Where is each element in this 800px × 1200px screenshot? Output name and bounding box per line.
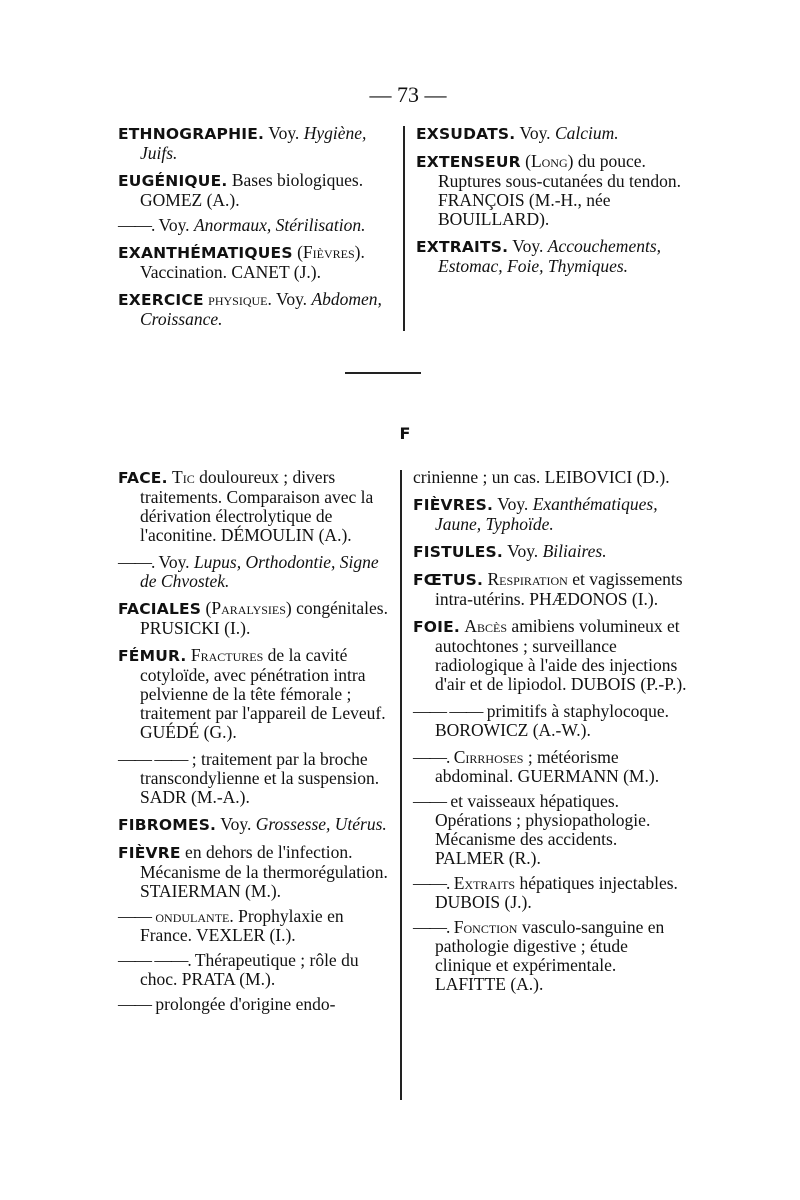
page-number: — 73 — — [369, 82, 447, 107]
entry-fievres — [413, 495, 688, 534]
entry-reference: Abdomen, Croissance. — [140, 289, 382, 329]
entry-text: du pouce. Ruptures sous-cutanées du tendon. FRANÇOIS (M.-H., née BOUILLARD). — [438, 151, 682, 229]
entry-heading: FIBROMES. — [118, 816, 217, 834]
entry-reference: Calcium. — [554, 123, 619, 143]
entry-subheading: Abcès — [464, 616, 508, 636]
entry-text: Voy. — [158, 552, 190, 572]
entry-subheading: (Fièvres). — [297, 242, 365, 262]
entry-subheading: Tic — [172, 467, 195, 487]
entry-text: ; traitement par la broche transcondylienne et la suspension. SADR (M.-A.). — [140, 749, 380, 807]
entry-femur-traitement — [118, 750, 398, 807]
entry-text: et vaisseaux hépatiques. Opérations ; physiopathologie. Mécanisme des accidents. PALMER (R.). — [435, 791, 651, 868]
entry-eugenique — [118, 171, 398, 210]
entry-subheading: Cirrhoses — [453, 747, 524, 767]
entry-heading: ETHNOGRAPHIE. — [118, 125, 265, 143]
entry-femur — [118, 646, 398, 742]
entry-reference: Accouchements, Estomac, Foie, Thymiques. — [438, 236, 662, 276]
entry-heading: FACE. — [118, 469, 168, 487]
entry-text: Voy. — [158, 215, 190, 235]
entry-text: crinienne ; un cas. LEIBOVICI (D.). — [413, 467, 670, 487]
entry-face-voy — [118, 553, 398, 591]
entry-text: amibiens volumineux et autochtones ; surveillance radiologique à l'aide des injections d'air et de lipiodol. DUBOIS (P.-P.). — [435, 616, 687, 694]
entry-dash: ——. — [413, 917, 450, 937]
entry-foie-cirrhoses — [413, 748, 688, 786]
entry-dash: —— — [118, 994, 151, 1014]
section-separator — [345, 372, 421, 374]
entry-foie — [413, 617, 688, 694]
entry-heading: EXTRAITS. — [416, 238, 509, 256]
entry-dash: —— ——. — [118, 950, 191, 970]
entry-subheading: Fractures — [190, 645, 264, 665]
entry-text: Vaccination. CANET (J.). — [140, 262, 321, 282]
entry-dash: ——. — [413, 873, 450, 893]
entry-face — [118, 468, 398, 545]
entry-fievre-ondulante — [118, 907, 398, 945]
entry-reference: Exanthématiques, Jaune, Typhoïde. — [435, 494, 658, 534]
column-divider-bottom — [400, 470, 402, 1100]
entry-exercice — [118, 290, 398, 329]
entry-text: de la cavité cotyloïde, avec pénétration intra pelvienne de la tête fémorale ; traitement par l'appareil de Leveuf. GUÉDÉ (G.). — [140, 645, 386, 742]
entry-heading: FACIALES — [118, 600, 202, 618]
entry-dash: ——. — [118, 552, 155, 572]
entry-reference: Hygiène, Juifs. — [140, 123, 367, 163]
entry-reference: Lupus, Orthodontie, Signe de Chvostek. — [140, 552, 379, 591]
entry-heading: EXERCICE — [118, 291, 204, 309]
entry-reference: Anormaux, Stérilisation. — [193, 215, 366, 235]
entry-dash: —— — [413, 791, 446, 811]
entry-dash: —— —— — [118, 749, 188, 769]
entry-reference: Biliaires. — [542, 541, 607, 561]
entry-exanthematiques — [118, 243, 398, 282]
entry-foie-vaisseaux — [413, 792, 688, 868]
entry-heading: FISTULES. — [413, 543, 503, 561]
entry-text: Voy. — [512, 236, 544, 256]
entry-fievre-therapeutique — [118, 951, 398, 989]
entry-faciales — [118, 599, 398, 638]
entry-heading: FŒTUS. — [413, 571, 484, 589]
entry-heading: FIÈVRE — [118, 844, 181, 862]
entry-heading: FOIE. — [413, 618, 461, 636]
entry-subheading: physique. — [208, 289, 272, 309]
entry-heading: EXTENSEUR — [416, 153, 521, 171]
entry-dash: —— — [118, 906, 151, 926]
entry-text: congénitales. PRUSICKI (I.). — [140, 598, 388, 638]
entry-dash: ——. — [118, 215, 155, 235]
section-letter: F — [399, 424, 411, 443]
entry-text: Bases biologiques. GOMEZ (A.). — [140, 170, 364, 210]
entry-text: prolongée d'origine endo- — [155, 994, 336, 1014]
entry-eugenique-voy — [118, 216, 398, 235]
entry-heading: EXANTHÉMATIQUES — [118, 244, 293, 262]
entry-dash: ——. — [413, 747, 450, 767]
entry-text: Voy. — [507, 541, 539, 561]
entry-fievre-prolongee — [118, 995, 398, 1014]
entry-heading: FIÈVRES. — [413, 496, 494, 514]
column-bottom-right — [413, 468, 688, 1002]
entry-heading: EXSUDATS. — [416, 125, 516, 143]
entry-text: vasculo-sanguine en pathologie digestive ; étude clinique et expérimentale. LAFITTE (A.). — [435, 917, 665, 994]
entry-text: Voy. — [220, 814, 252, 834]
entry-subheading: Extraits — [453, 873, 516, 893]
entry-fibromes — [118, 815, 398, 835]
entry-text: en dehors de l'infection. Mécanisme de la thermorégulation. STAIERMAN (M.). — [140, 842, 388, 901]
entry-dash: —— —— — [413, 701, 483, 721]
entry-ethnographie — [118, 124, 398, 163]
entry-foie-extraits — [413, 874, 688, 912]
entry-extraits — [416, 237, 691, 276]
entry-text: hépatiques injectables. DUBOIS (J.). — [435, 873, 678, 912]
entry-subheading: (Long) — [525, 151, 574, 171]
column-divider-top — [403, 126, 405, 331]
entry-subheading: ondulante. — [155, 906, 234, 926]
entry-foetus — [413, 570, 688, 609]
entry-foie-primitifs — [413, 702, 688, 740]
entry-fistules — [413, 542, 688, 562]
entry-text: Voy. — [519, 123, 551, 143]
entry-text: ; météorisme abdominal. GUERMANN (M.). — [435, 747, 660, 786]
entry-crinienne — [413, 468, 688, 487]
entry-reference: Grossesse, Utérus. — [255, 814, 387, 834]
column-top-left — [118, 124, 398, 337]
entry-fievre — [118, 843, 398, 901]
entry-text: et vagissements intra-utérins. PHÆDONOS (I.). — [435, 569, 683, 609]
entry-exsudats — [416, 124, 691, 144]
entry-text: Voy. — [268, 123, 300, 143]
entry-text: douloureux ; divers traitements. Comparaison avec la dérivation électrolytique de l'aconitine. DÉMOULIN (A.). — [140, 467, 374, 545]
entry-text: Thérapeutique ; rôle du choc. PRATA (M.). — [140, 950, 359, 989]
entry-heading: EUGÉNIQUE. — [118, 172, 228, 190]
entry-text: Voy. — [497, 494, 529, 514]
column-top-right — [416, 124, 691, 284]
entry-text: primitifs à staphylocoque. BOROWICZ (A.-W.). — [435, 701, 670, 740]
entry-heading: FÉMUR. — [118, 647, 187, 665]
entry-subheading: Respiration — [487, 569, 568, 589]
entry-subheading: Fonction — [453, 917, 518, 937]
entry-text: Prophylaxie en France. VEXLER (I.). — [140, 906, 344, 945]
entry-subheading: (Paralysies) — [205, 598, 292, 618]
entry-text: Voy. — [275, 289, 308, 309]
column-bottom-left — [118, 468, 398, 1022]
entry-extenseur — [416, 152, 691, 229]
entry-foie-fonction — [413, 918, 688, 994]
